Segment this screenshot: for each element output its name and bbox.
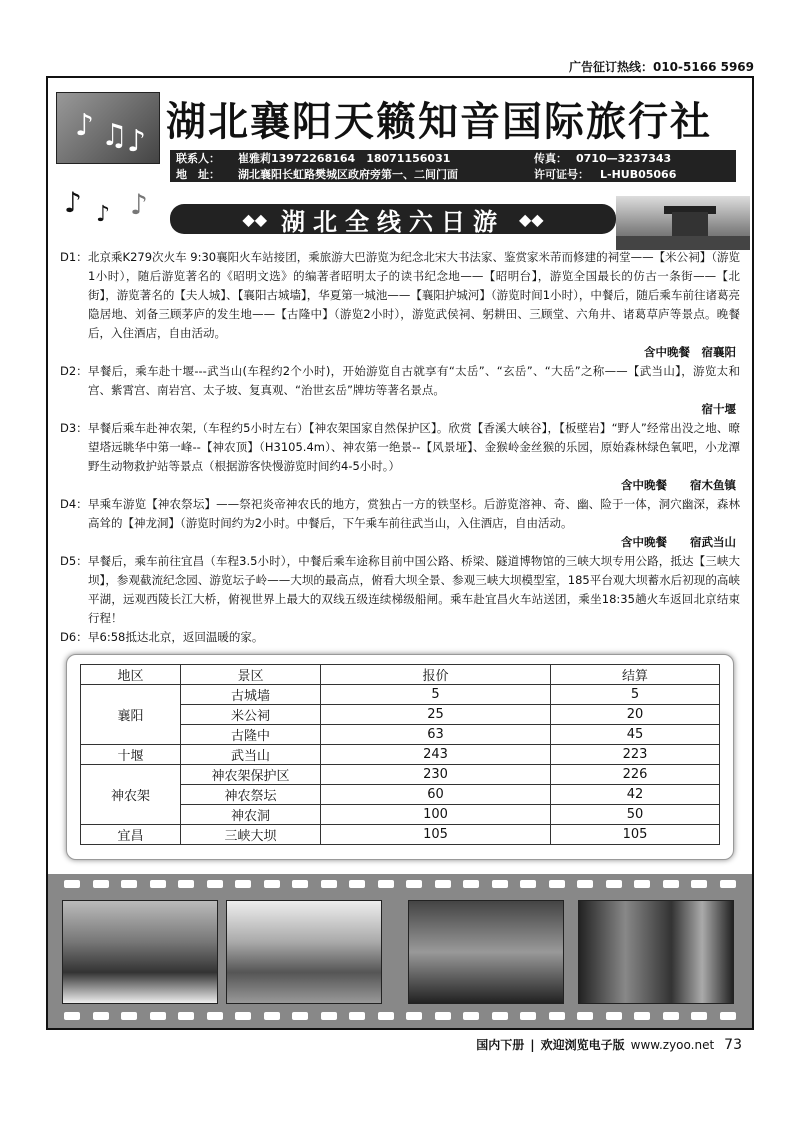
quote-price-cell: 25: [321, 705, 551, 725]
settlement-price-cell: 223: [551, 745, 720, 765]
sprocket-hole: [492, 880, 508, 888]
table-row: [81, 765, 720, 785]
day-text: 早乘车游览【神农祭坛】——祭祀炎帝神农氏的地方，赏独占一方的铁坚杉。后游览溶神、奇、幽、险于一体，洞穴幽深，森林高耸的【神龙洞】（游览时间约为2小时。中餐后，下午乘车前往武当山，入住酒店，自由活动。: [88, 497, 740, 530]
itinerary-day: [60, 495, 740, 552]
address-bar: [170, 166, 736, 182]
city-gate-image: [616, 196, 750, 250]
day-label: D6：: [60, 630, 88, 644]
settlement-price-cell: 226: [551, 765, 720, 785]
sprocket-hole: [349, 880, 365, 888]
address-value: 湖北襄阳长虹路樊城区政府旁第一、二间门面: [238, 168, 458, 181]
quote-price-cell: 60: [321, 785, 551, 805]
scenic-spot-cell: 神农洞: [181, 805, 321, 825]
music-note-icon: ♪: [75, 108, 95, 143]
sprocket-hole: [121, 880, 137, 888]
sprocket-hole: [321, 880, 337, 888]
sprocket-hole: [235, 1012, 251, 1020]
diamond-icon: ◆◆: [242, 209, 267, 229]
sprocket-hole: [150, 880, 166, 888]
day-description: [88, 495, 740, 552]
fax-label: 传真：: [534, 152, 567, 165]
sprocket-hole: [720, 880, 736, 888]
quote-price-cell: 63: [321, 725, 551, 745]
sprocket-hole: [720, 1012, 736, 1020]
itinerary-day: [60, 419, 740, 495]
region-cell: 襄阳: [81, 685, 181, 745]
price-table: [80, 664, 720, 845]
agency-name: 湖北襄阳天籁知音国际旅行社: [166, 98, 712, 145]
settlement-price-cell: 50: [551, 805, 720, 825]
day-meal-lodging: 含中晚餐 宿武当山: [621, 535, 736, 549]
sprocket-hole: [463, 880, 479, 888]
sprocket-hole: [207, 1012, 223, 1020]
itinerary: [60, 248, 740, 647]
sprocket-hole: [93, 880, 109, 888]
photo-three-gorges-dam: [62, 900, 218, 1004]
day-description: [88, 362, 740, 419]
music-note-icon: ♪: [64, 186, 82, 219]
sprocket-hole: [435, 1012, 451, 1020]
sprocket-hole: [93, 1012, 109, 1020]
quote-price-cell: 230: [321, 765, 551, 785]
footer-slogan: 欢迎浏览电子版: [540, 1038, 625, 1052]
itinerary-day: [60, 552, 740, 628]
diamond-icon: ◆◆: [519, 209, 544, 229]
quote-price-cell: 100: [321, 805, 551, 825]
sprocket-hole: [150, 1012, 166, 1020]
itinerary-day: [60, 628, 740, 647]
itinerary-day: [60, 248, 740, 362]
day-label: D1：: [60, 250, 88, 264]
day-label: D5：: [60, 554, 88, 568]
region-cell: 神农架: [81, 765, 181, 825]
scenic-spot-cell: 神农祭坛: [181, 785, 321, 805]
table-row: [81, 745, 720, 765]
sprocket-hole: [520, 880, 536, 888]
column-header: 报价: [321, 665, 551, 685]
sprocket-hole: [549, 880, 565, 888]
sprocket-hole: [292, 1012, 308, 1020]
day-label: D2：: [60, 364, 88, 378]
itinerary-day: [60, 362, 740, 419]
sprocket-hole: [492, 1012, 508, 1020]
photo-xiangyang-city-wall: [226, 900, 382, 1004]
table-row: [81, 685, 720, 705]
sprocket-hole: [207, 880, 223, 888]
sprocket-hole: [691, 880, 707, 888]
film-sprocket-holes: [64, 1012, 736, 1022]
footer-url[interactable]: www.zyoo.net: [630, 1038, 715, 1052]
license-label: 许可证号：: [534, 168, 589, 181]
sprocket-hole: [264, 1012, 280, 1020]
scenic-spot-cell: 古隆中: [181, 725, 321, 745]
day-text: 早餐后，乘车赴十堰---武当山(车程约2个小时)，开始游览自古就享有“太岳”、“玄岳”、“大岳”之称——【武当山】，游览太和宫、紫霄宫、南岩宫、太子坡、复真观、“治世玄岳”牌坊等著名景点。: [88, 364, 740, 397]
region-cell: 宜昌: [81, 825, 181, 845]
scenic-spot-cell: 三峡大坝: [181, 825, 321, 845]
photo-shennong-cave: [578, 900, 734, 1004]
sprocket-hole: [378, 1012, 394, 1020]
day-description: [88, 552, 740, 628]
sprocket-hole: [178, 1012, 194, 1020]
scenic-spot-cell: 神农架保护区: [181, 765, 321, 785]
day-text: 早餐后乘车赴神农架,（车程约5小时左右）【神农架国家自然保护区】。欣赏【香溪大峡谷】，【板壁岩】“野人”经常出没之地、暸望塔远眺华中第一峰--【神农顶】（H3105.4m）、神农第一绝景--【风景垭】、金猴岭金丝猴的乐园，原始森林绿色氧吧，小龙潭野生动物救护站等景点（根据游客快慢游览时间约4-5小时。）: [88, 421, 740, 473]
sprocket-hole: [634, 880, 650, 888]
quote-price-cell: 105: [321, 825, 551, 845]
settlement-price-cell: 105: [551, 825, 720, 845]
column-header: 地区: [81, 665, 181, 685]
quote-price-cell: 5: [321, 685, 551, 705]
sprocket-hole: [64, 1012, 80, 1020]
sprocket-hole: [663, 1012, 679, 1020]
address-label: 地 址：: [176, 168, 220, 181]
photo-memorial-archway: [408, 900, 564, 1004]
day-meal-lodging: 含中晚餐 宿木鱼镇: [621, 478, 736, 492]
region-cell: 十堰: [81, 745, 181, 765]
page-number: 73: [724, 1037, 742, 1053]
sprocket-hole: [549, 1012, 565, 1020]
sprocket-hole: [663, 880, 679, 888]
sprocket-hole: [121, 1012, 137, 1020]
settlement-price-cell: 45: [551, 725, 720, 745]
settlement-price-cell: 42: [551, 785, 720, 805]
sprocket-hole: [406, 1012, 422, 1020]
decorative-notes: [60, 186, 170, 232]
music-note-icon: ♪: [127, 124, 147, 159]
sprocket-hole: [321, 1012, 337, 1020]
day-meal-lodging: 含中晚餐 宿襄阳: [644, 345, 736, 359]
film-sprocket-holes: [64, 880, 736, 890]
day-description: [88, 628, 740, 647]
scenic-spot-cell: 古城墙: [181, 685, 321, 705]
fax-value: 0710—3237343: [576, 151, 672, 165]
column-header: 结算: [551, 665, 720, 685]
scenic-spot-cell: 米公祠: [181, 705, 321, 725]
sprocket-hole: [292, 880, 308, 888]
music-note-icon: ♫: [101, 118, 128, 153]
sprocket-hole: [406, 880, 422, 888]
sprocket-hole: [235, 880, 251, 888]
sprocket-hole: [691, 1012, 707, 1020]
sprocket-hole: [178, 880, 194, 888]
sprocket-hole: [634, 1012, 650, 1020]
table-row: [81, 825, 720, 845]
contact-bar: [170, 150, 736, 166]
day-text: 北京乘K279次火车 9:30襄阳火车站接团，乘旅游大巴游览为纪念北宋大书法家、鉴赏家米芾而修建的祠堂——【米公祠】（游览1小时），随后游览著名的《昭明文选》的编著者昭明太子的读书纪念地——【昭明台】，游览全国最长的仿古一条街——【北街】，游览著名的【夫人城】、【襄阳古城墙】，华夏第一城池——【襄阳护城河】（游览时间1小时），中餐后，随后乘车前往诸葛亮隐居地、刘备三顾茅庐的发生地——【古隆中】（游览2小时），游览武侯祠、躬耕田、三顾堂、六角井、诸葛草庐等景点。晚餐后，入住酒店，自由活动。: [88, 250, 740, 340]
music-note-icon: ♪: [96, 202, 111, 227]
day-description: [88, 419, 740, 495]
quote-price-cell: 243: [321, 745, 551, 765]
sprocket-hole: [606, 1012, 622, 1020]
day-label: D4：: [60, 497, 88, 511]
music-note-icon: ♪: [130, 188, 148, 221]
day-text: 早6:58抵达北京，返回温暖的家。: [88, 630, 264, 644]
price-table-header: [81, 665, 720, 685]
footer-separator: |: [530, 1038, 535, 1052]
sprocket-hole: [435, 880, 451, 888]
scenic-spot-cell: 武当山: [181, 745, 321, 765]
sprocket-hole: [463, 1012, 479, 1020]
sprocket-hole: [520, 1012, 536, 1020]
column-header: 景区: [181, 665, 321, 685]
settlement-price-cell: 5: [551, 685, 720, 705]
sprocket-hole: [349, 1012, 365, 1020]
contact-value: 崔雅莉13972268164 18071156031: [238, 152, 451, 165]
license-value: L-HUB05066: [600, 167, 677, 181]
music-notes-logo: [56, 92, 160, 164]
tour-title-ribbon: [170, 204, 616, 234]
footer-section: 国内下册: [476, 1038, 525, 1052]
day-label: D3：: [60, 421, 88, 435]
sprocket-hole: [577, 880, 593, 888]
footer: [476, 1036, 742, 1053]
sprocket-hole: [606, 880, 622, 888]
sprocket-hole: [577, 1012, 593, 1020]
ad-hotline: 广告征订热线：010-5166 5969: [568, 60, 754, 74]
settlement-price-cell: 20: [551, 705, 720, 725]
sprocket-hole: [264, 880, 280, 888]
sprocket-hole: [378, 880, 394, 888]
sprocket-hole: [64, 880, 80, 888]
day-text: 早餐后，乘车前往宜昌（车程3.5小时），中餐后乘车途称目前中国公路、桥梁、隧道博物馆的三峡大坝专用公路，抵达【三峡大坝】，参观截流纪念园、游览坛子岭——大坝的最高点，俯看大坝全景、参观三峡大坝模型室，185平台观大坝蓄水后初现的高峡平湖，远观西陵长江大桥，俯视世界上最大的双线五级连续梯级船闸。乘车赴宜昌火车站送团，乘坐18:35趟火车返回北京结束行程！: [88, 554, 740, 625]
tour-title: 湖北全线六日游: [281, 207, 505, 236]
contact-label: 联系人：: [176, 152, 220, 165]
day-description: [88, 248, 740, 362]
day-meal-lodging: 宿十堰: [701, 402, 736, 416]
